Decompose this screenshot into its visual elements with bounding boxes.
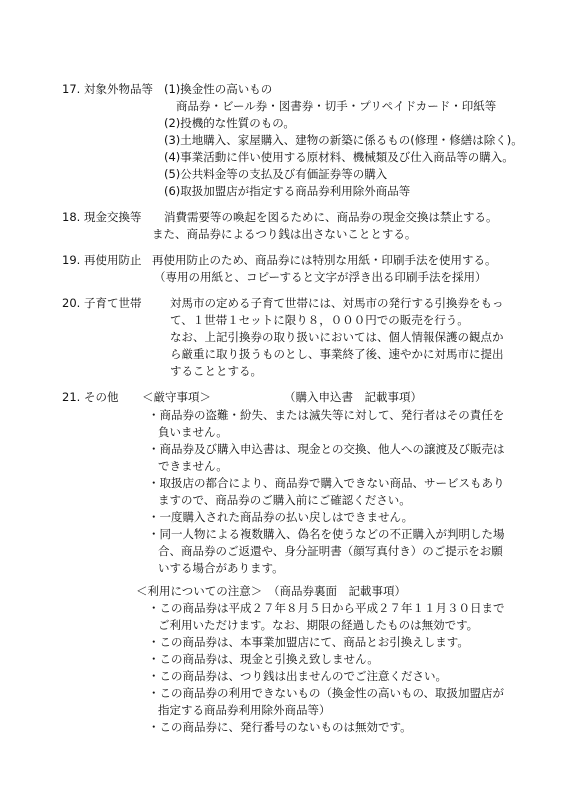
text-line: 再使用防止のため、商品券には特別な用紙・印刷手法を使用する。: [152, 253, 497, 267]
section-title: 対象外物品等: [84, 82, 153, 96]
text-line: (6)取扱加盟店が指定する商品券利用除外商品等: [164, 184, 411, 198]
text-line: 消費需要等の喚起を図るために、商品券の現金交換は禁止する。: [164, 210, 498, 224]
section-number: 17.: [62, 82, 81, 96]
bullet-item: ・この商品券は、本事業加盟店にて、商品とお引換えします。: [148, 635, 469, 649]
section-number: 18.: [62, 210, 81, 224]
text-line: 商品券・ビール券・図書券・切手・プリペイドカード・印紙等: [176, 99, 497, 113]
text-line: (1)換金性の高いもの: [164, 82, 273, 96]
section-number: 20.: [62, 296, 81, 310]
text-line: 対馬市の定める子育て世帯には、対馬市の発行する引換券をもっ: [170, 296, 504, 310]
text-line: 合、商品券のご返還や、身分証明書（顔写真付き）のご提示をお願: [158, 544, 503, 558]
text-line: (5)公共料金等の支払及び有価証券等の購入: [164, 167, 388, 181]
bullet-item: ・同一人物による複数購入、偽名を使うなどの不正購入が判明した場: [148, 527, 505, 541]
text-line: ますので、商品券のご購入前にご確認ください。: [158, 493, 411, 507]
section-number: 21.: [62, 390, 81, 404]
text-line: (3)土地購入、家屋購入、建物の新築に係るもの(修理・修繕は除く)。: [164, 133, 523, 147]
text-line: て、１世帯１セットに限り８，０００円での販売を行う。: [170, 313, 469, 327]
text-line: （専用の用紙と、コピーすると文字が浮き出る印刷手法を採用）: [154, 270, 487, 284]
text-line: 負いません。: [158, 425, 228, 439]
section-title: 現金交換等: [84, 210, 142, 224]
bullet-item: ・この商品券は、現金と引換え致しません。: [148, 652, 379, 666]
bullet-item: ・この商品券は、つり銭は出ませんのでご注意ください。: [148, 669, 447, 683]
bullet-item: ・商品券及び購入申込書は、現金との交換、他人への譲渡及び販売は: [148, 442, 505, 456]
bullet-item: ・この商品券は平成２７年８月５日から平成２７年１１月３０日まで: [148, 601, 505, 615]
subsection-note: （購入申込書 記載事項）: [284, 390, 422, 404]
text-line: することとする。: [170, 364, 262, 378]
text-line: いする場合があります。: [158, 561, 284, 575]
bullet-item: ・取扱店の都合により、商品券で購入できない商品、サービスもあり: [148, 476, 505, 490]
subsection-heading: ＜利用についての注意＞ （商品券裏面 記載事項）: [136, 584, 407, 598]
section-title: 再使用防止: [84, 253, 142, 267]
text-line: (2)投機的な性質のもの。: [164, 116, 295, 130]
section-number: 19.: [62, 253, 81, 267]
text-line: ご利用いただけます。なお、期限の経過したものは無効です。: [158, 618, 479, 632]
text-line: ら厳重に取り扱うものとし、事業終了後、速やかに対馬市に提出: [170, 347, 504, 361]
bullet-item: ・商品券の盗難・紛失、または滅失等に対して、発行者はその責任を: [148, 408, 505, 422]
subsection-heading: ＜厳守事項＞: [142, 390, 211, 404]
bullet-item: ・この商品券に、発行番号のないものは無効です。: [148, 720, 412, 734]
text-line: 指定する商品券利用除外商品等）: [158, 703, 331, 717]
text-line: (4)事業活動に伴い使用する原材料、機械類及び仕入商品等の購入。: [164, 150, 514, 164]
section-title: その他: [84, 390, 119, 404]
text-line: また、商品券によるつり銭は出さないこととする。: [152, 227, 417, 241]
section-title: 子育て世帯: [84, 296, 142, 310]
text-line: なお、上記引換券の取り扱いにおいては、個人情報保護の観点か: [170, 330, 504, 344]
text-line: できません。: [158, 459, 228, 473]
bullet-item: ・この商品券の利用できないもの（換金性の高いもの、取扱加盟店が: [148, 686, 505, 700]
bullet-item: ・一度購入された商品券の払い戻しはできません。: [148, 510, 414, 524]
